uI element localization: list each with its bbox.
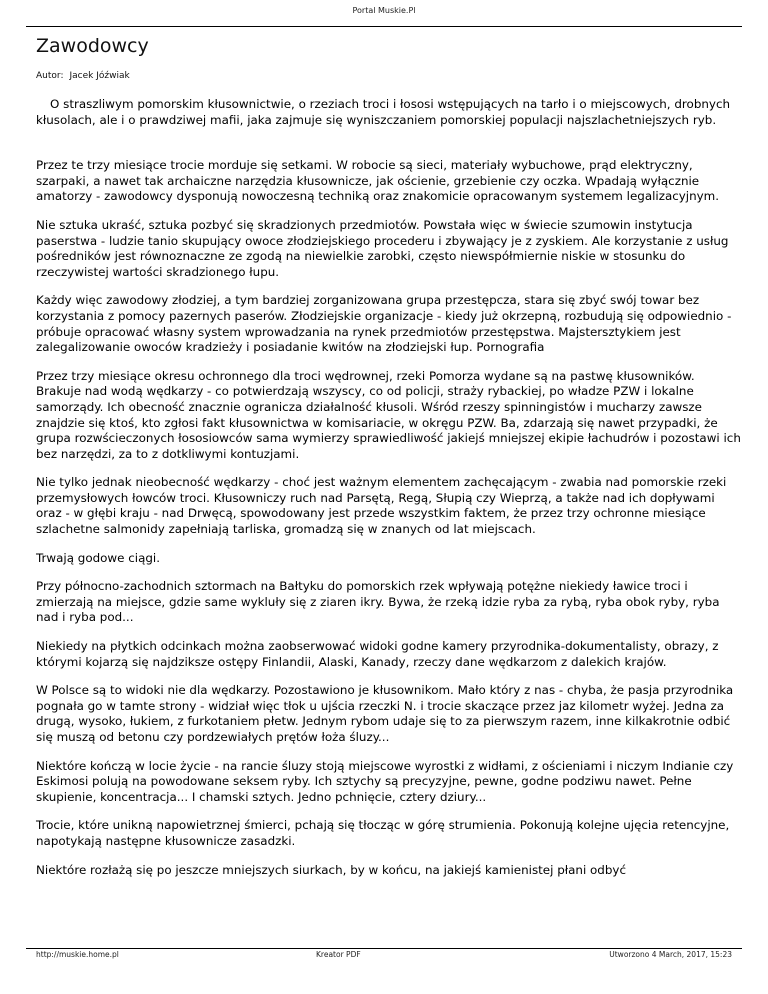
author-label: Autor: [36,71,64,81]
article-title: Zawodowcy [36,35,149,57]
paragraph: Trocie, które unikną napowietrznej śmierci, pchają się tłocząc w górę strumienia. Pokonują kolejne ujęcia retencyjne, napotykają następne kłusownicze zasadzki. [36,818,730,848]
header-divider [26,26,742,27]
footer-generator: Kreator PDF [316,950,361,959]
author-name: Jacek Jóźwiak [69,71,130,81]
paragraph: Trwają godowe ciągi. [36,550,161,565]
site-name: Portal Muskie.Pl [352,6,416,15]
paragraph: Przez trzy miesiące okresu ochronnego dla troci wędrownej, rzeki Pomorza wydane są na pastwę kłusowników. Brakuje nad wodą wędkarzy - co potwierdzają wszyscy, co od policji, straży rybackiej, po władze PZW i lokalne samorządy. Ich obecność znacznie ogranicza działalność kłusoli. Wśród rzeszy spinningistów i mucharzy zawsze znajdzie się ktoś, kto zgłosi fakt kłusownictwa w komisariacie, w okręgu PZW. Ba, zdarzają się nawet przypadki, że grupa rozwścieczonych łososiowców sama wymierzy sprawiedliwość jakiejś mniejszej ekipie łachudrów i pozostawi ich bez narzędzi, za to z dotkliwymi kontuzjami. [36,368,741,461]
paragraph: Każdy więc zawodowy złodziej, a tym bardziej zorganizowana grupa przestępcza, stara się zbyć swój towar bez korzystania z pomocy pazernych paserów. Złodziejskie organizacje - kiedy już okrzepną, rozbudują się odpowiednio - próbuje opracować własny system wprowadzania na rynek przedmiotów przestępstwa. Majstersztykiem jest zalegalizowanie owoców kradzieży i posiadanie kwitów na złodziejski łup. Pornografia [36,293,732,355]
paragraph: Niektóre kończą w locie życie - na rancie śluzy stoją miejscowe wyrostki z widłami, z ościeniami i niczym Indianie czy Eskimosi polują na powodowane seksem ryby. Ich sztychy są precyzyjne, pewne, godne podziwu nawet. Pełne skupienie, koncentracja... I chamski sztych. Jedno pchnięcie, cztery dziury... [36,758,734,804]
article-author [36,70,130,82]
footer-url-link[interactable]: http://muskie.home.pl [36,950,119,959]
footer-created: Utworzono 4 March, 2017, 15:23 [609,950,732,959]
article-lead: O straszliwym pomorskim kłusownictwie, o rzeziach troci i łososi wstępujących na tarło i o miejscowych, drobnych kłusolach, ale i o prawdziwej mafii, jaka zajmuje się wyniszczaniem pomorskiej populacji najszlachetniejszych ryb. [36,97,731,127]
footer-divider [26,948,742,949]
paragraph: Przy północno-zachodnich sztormach na Bałtyku do pomorskich rzek wpływają potężne niekiedy ławice troci i zmierzają na miejsce, gdzie same wykluły się z ziaren ikry. Bywa, że rzeką idzie ryba za rybą, ryba obok ryby, ryba nad i ryba pod... [36,579,720,625]
article-body [36,97,742,891]
page-header [0,0,768,16]
paragraph: Przez te trzy miesiące trocie morduje się setkami. W robocie są sieci, materiały wybuchowe, prąd elektryczny, szarpaki, a nawet tak archaiczne narzędzia kłusownicze, jak ościenie, grzebienie czy oczka. Wpadają wyłącznie amatorzy - zawodowcy dysponują nowoczesną techniką oraz znakomicie opracowanym systemem legalizacyjnym. [36,158,720,204]
paragraph: Nie sztuka ukraść, sztuka pozbyć się skradzionych przedmiotów. Powstała więc w świecie szumowin instytucja paserstwa - ludzie tanio skupujący owoce złodziejskiego procederu i zbywający je z zyskiem. Ale korzystanie z usług pośredników jest równoznaczne ze zgodą na niewielkie zarobki, często niewspółmiernie niskie w stosunku do rzeczywistej wartości skradzionego łupu. [36,217,729,279]
paragraph: Niektóre rozłażą się po jeszcze mniejszych siurkach, by w końcu, na jakiejś kamienistej płani odbyć [36,862,626,877]
paragraph: Niekiedy na płytkich odcinkach można zaobserwować widoki godne kamery przyrodnika-dokumentalisty, obrazy, z którymi kojarzą się najdziksze ostępy Finlandii, Alaski, Kanady, rzeczy dane wędkarzom z dalekich krajów. [36,639,719,669]
paragraph: W Polsce są to widoki nie dla wędkarzy. Pozostawiono je kłusownikom. Mało który z nas - chyba, że pasja przyrodnika pognała go w tamte strony - widział więc tłok u ujścia rzeczki N. i trocie skaczące przez jaz kilometr wyżej. Jedna za drugą, wysoko, łukiem, z furkotaniem płetw. Jednym rybom udaje się to za pierwszym razem, inne kilkakrotnie odbić się muszą od betonu czy pordzewiałych prętów łoża śluzy... [36,683,734,744]
paragraph: Nie tylko jednak nieobecność wędkarzy - choć jest ważnym elementem zachęcającym - zwabia nad pomorskie rzeki przemysłowych łowców troci. Kłusowniczy ruch nad Parsętą, Regą, Słupią czy Wieprzą, a także nad ich dopływami oraz - w głębi kraju - nad Drwęcą, spowodowany jest przede wszystkim faktem, że przez trzy ochronne miesiące szlachetne salmonidy zapełniają tarliska, gromadzą się w znanych od lat miejscach. [36,475,727,537]
